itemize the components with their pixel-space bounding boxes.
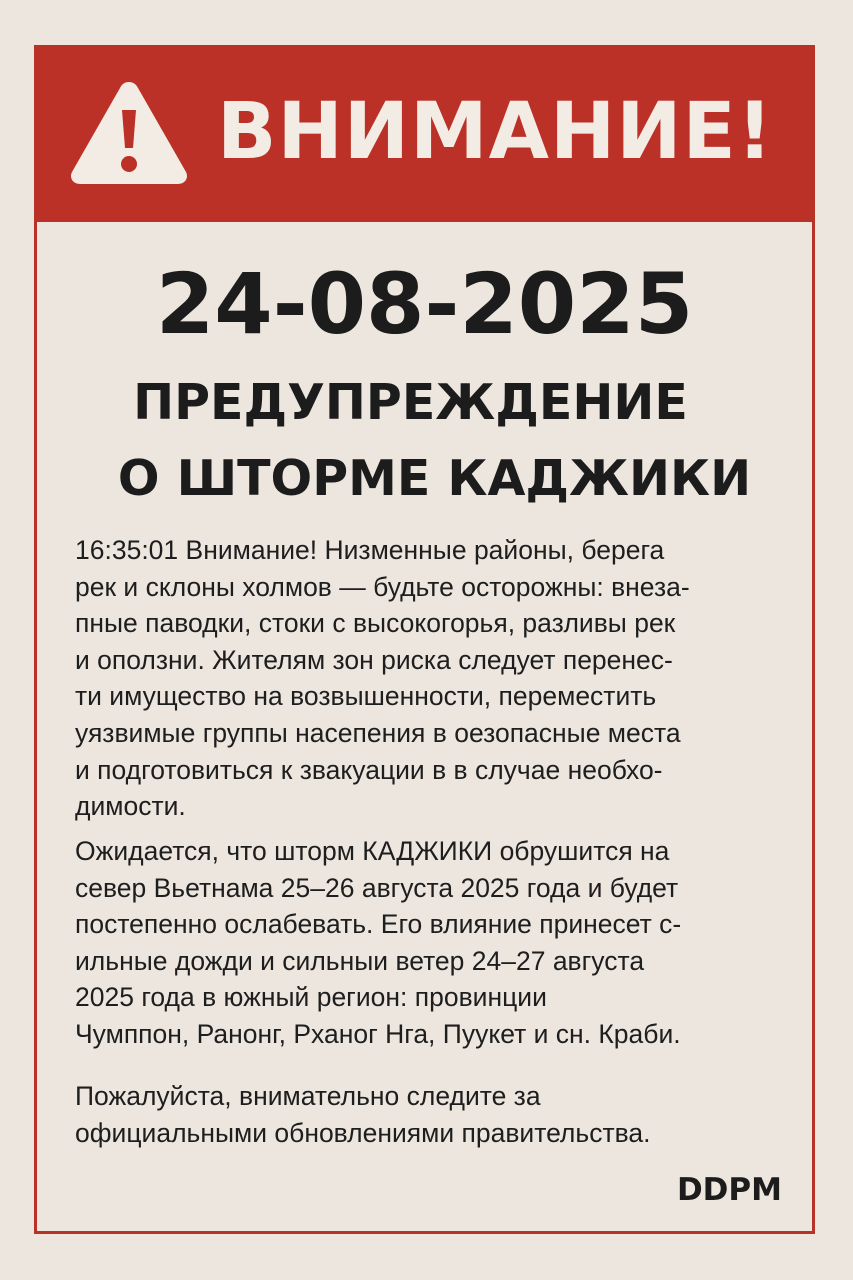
paragraph-line: и подготовиться к звакуации в в случае необхо- — [75, 754, 663, 785]
paragraph-line: север Вьетнама 25–26 августа 2025 года и будет — [75, 872, 679, 903]
paragraph-line: Пожалуйста, внимательно следите за — [75, 1081, 541, 1111]
paragraph-line: Ожидается, что шторм КАДЖИКИ обрушится на — [75, 836, 670, 866]
paragraph-line: рек и склоны холмов — будьте осторожны: внеза- — [75, 571, 690, 602]
paragraph-line: димости. — [75, 791, 186, 822]
paragraph-line: Чумппон, Ранонг, Рханог Нга, Пуукет и сн. Краби. — [75, 1018, 681, 1049]
alert-poster — [34, 45, 815, 1234]
alert-banner — [37, 48, 812, 222]
warning-triangle-icon — [67, 76, 191, 188]
paragraph-line: постепенно ослабевать. Его влияние принесет с- — [75, 909, 682, 940]
signature: DDPM — [676, 1172, 782, 1208]
paragraph-line: и оползни. Жителям зон риска следует перенес- — [75, 644, 673, 675]
paragraph-line: 2025 года в южный регион: провинции — [75, 982, 547, 1013]
paragraph-line: ильные дожди и сильныи ветер 24–27 августа — [75, 945, 645, 976]
banner-title: ВНИМАНИЕ! — [217, 87, 774, 177]
paragraph-line: пные паводки, стоки с высокогорья, разливы рек — [75, 608, 676, 639]
paragraph-advice — [75, 1078, 795, 1151]
paragraph-warning — [75, 532, 795, 825]
alert-date: 24-08-2025 — [155, 255, 694, 353]
paragraph-line: официальными обновлениями правительства. — [75, 1117, 651, 1148]
paragraph-line: уязвимые группы насепения в оезопасные места — [75, 717, 681, 748]
paragraph-forecast — [75, 833, 795, 1053]
headline-line-1: ПРЕДУПРЕЖДЕНИЕ — [133, 374, 688, 431]
paragraph-line: ти имущество на возвышенности, переместить — [75, 681, 657, 712]
headline-line-2: О ШТОРМЕ КАДЖИКИ — [117, 450, 752, 507]
paragraph-line: 16:35:01 Внимание! Низменные районы, берега — [75, 535, 665, 565]
